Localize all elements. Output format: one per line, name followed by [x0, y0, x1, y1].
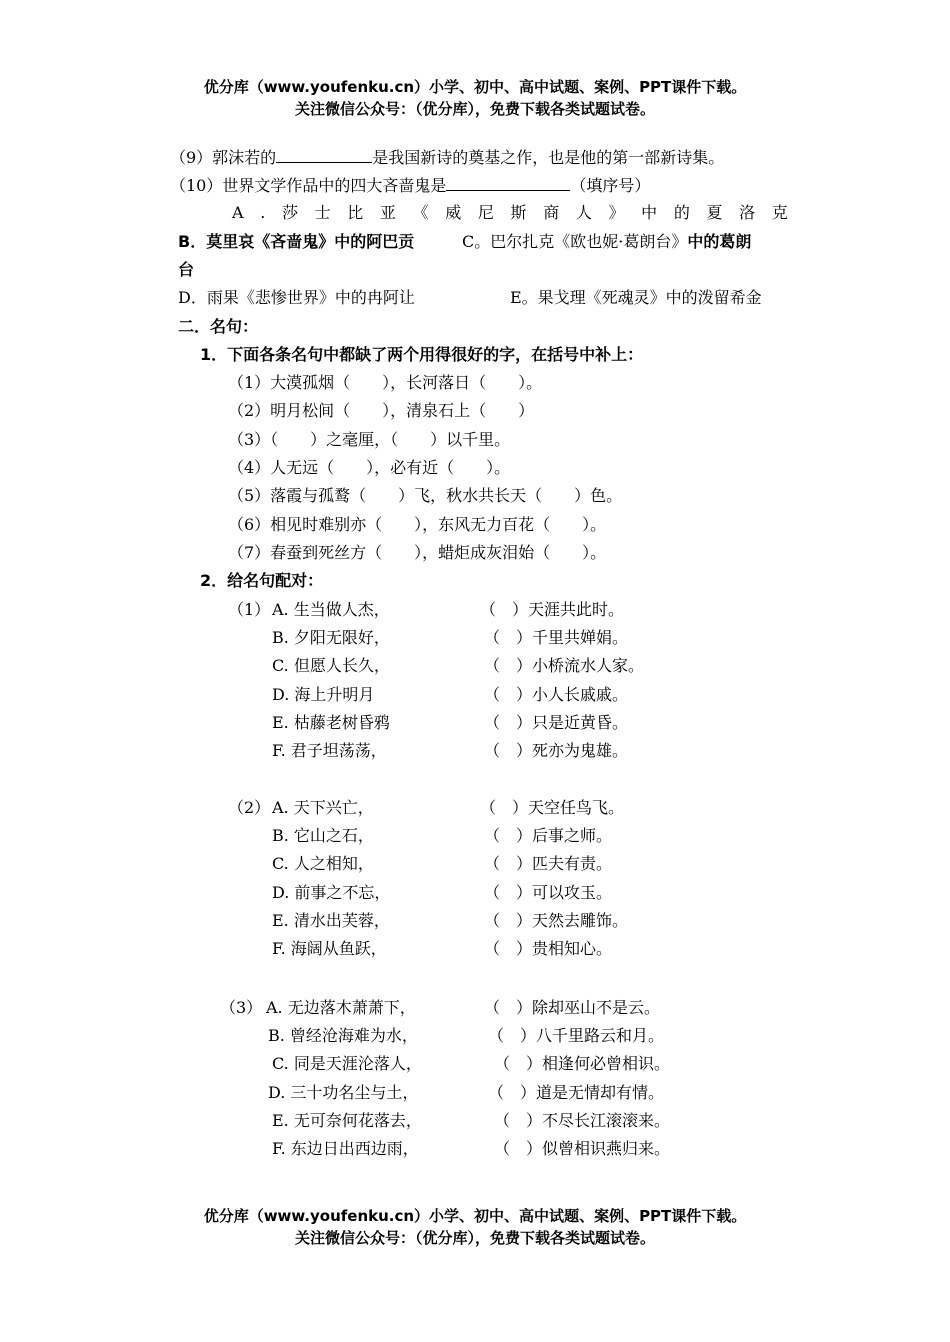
match-right[interactable]: （ ）死亦为鬼雄。	[484, 741, 629, 760]
match-left: E. 无可奈何花落去，	[272, 1111, 422, 1130]
option-e: E。果戈理《死魂灵》中的泼留希金	[510, 288, 762, 307]
match-left: E. 枯藤老树昏鸦	[272, 713, 390, 732]
match-right[interactable]: （ ）天涯共此时。	[480, 600, 625, 619]
q1-item: （4）人无远（ ），必有近（ ）。	[228, 458, 511, 477]
option-a-char: 中	[641, 203, 658, 222]
option-b	[178, 232, 414, 252]
match-right[interactable]: （ ）相逢何必曾相识。	[494, 1054, 671, 1073]
match-right[interactable]: （ ）千里共婵娟。	[484, 628, 629, 647]
option-a-char: 比	[347, 203, 364, 222]
option-c-text: C。巴尔扎克《欧也妮·葛朗台》	[462, 232, 688, 251]
group-3-number: （3）	[220, 998, 263, 1017]
match-left: D. 海上升明月	[272, 685, 375, 704]
option-a-char: 莎	[281, 203, 298, 222]
option-c-text-end: 中的葛朗	[687, 232, 752, 251]
option-a-char: 《	[412, 203, 429, 222]
option-a-char: 士	[314, 203, 331, 222]
option-a-char: 尼	[477, 203, 494, 222]
option-c	[462, 232, 751, 252]
match-left: B. 它山之石，	[272, 826, 374, 845]
match-left: E. 清水出芙蓉，	[272, 911, 390, 930]
q1-item: （1）大漠孤烟（ ），长河落日（ ）。	[228, 373, 543, 392]
section-2-title: 二．名句：	[178, 317, 259, 336]
option-a-char: 人	[575, 203, 592, 222]
option-a-char: A	[232, 203, 244, 222]
option-a-char: .	[260, 203, 266, 222]
match-left: C. 但愿人长久，	[272, 656, 390, 675]
match-left: B. 夕阳无限好，	[272, 628, 390, 647]
match-left: C. 同是天涯沦落人，	[272, 1054, 422, 1073]
match-right[interactable]: （ ）除却巫山不是云。	[484, 998, 661, 1017]
match-left: F. 东边日出西边雨，	[272, 1139, 419, 1158]
q1-item: （3）（ ）之毫厘，（ ）以千里。	[228, 430, 511, 449]
match-left: D. 前事之不忘，	[272, 883, 391, 902]
match-left: D. 三十功名尘与土，	[268, 1083, 419, 1102]
answer-blank-9[interactable]	[276, 146, 372, 163]
match-right[interactable]: （ ）匹夫有责。	[484, 854, 613, 873]
match-right[interactable]: （ ）不尽长江滚滚来。	[494, 1111, 671, 1130]
header-banner-line1: 优分库（www.youfenku.cn）小学、初中、高中试题、案例、PPT课件下载。	[203, 78, 747, 96]
match-right[interactable]: （ ）小桥流水人家。	[484, 656, 645, 675]
footer-banner-line2: 关注微信公众号：（优分库），免费下载各类试题试卷。	[294, 1229, 655, 1247]
question-9-text-before: （9）郭沫若的	[170, 148, 277, 167]
match-right[interactable]: （ ）贵相知心。	[484, 939, 613, 958]
answer-blank-10[interactable]	[446, 174, 570, 191]
option-a-char: 斯	[510, 203, 527, 222]
option-a-char: 的	[673, 203, 690, 222]
match-right[interactable]: （ ）天然去雕饰。	[484, 911, 629, 930]
match-left: B. 曾经沧海难为水，	[268, 1026, 418, 1045]
option-a-char: 克	[771, 203, 788, 222]
group-2-number: （2）	[228, 798, 271, 817]
option-a-char: 商	[543, 203, 560, 222]
match-left: F. 君子坦荡荡，	[272, 741, 387, 760]
option-d: D．雨果《悲惨世界》中的冉阿让	[178, 288, 415, 307]
match-left: C. 人之相知，	[272, 854, 374, 873]
option-a-char: 》	[608, 203, 625, 222]
match-right[interactable]: （ ）天空任鸟飞。	[480, 798, 625, 817]
match-right[interactable]: （ ）可以攻玉。	[484, 883, 613, 902]
match-right[interactable]: （ ）似曾相识燕归来。	[494, 1139, 671, 1158]
question-10	[170, 174, 650, 196]
header-banner-line2: 关注微信公众号：（优分库），免费下载各类试题试卷。	[294, 100, 655, 118]
match-right[interactable]: （ ）后事之师。	[484, 826, 613, 845]
option-a-char: 威	[445, 203, 462, 222]
option-b-text: B．莫里哀《吝啬鬼》中的阿巴贡	[178, 232, 415, 251]
question-9	[170, 146, 724, 168]
match-right[interactable]: （ ）只是近黄昏。	[484, 713, 629, 732]
question-10-text-after: （填序号）	[570, 176, 651, 195]
match-left: A. 天下兴亡，	[272, 798, 374, 817]
footer-banner-line1: 优分库（www.youfenku.cn）小学、初中、高中试题、案例、PPT课件下载。	[203, 1207, 747, 1225]
option-a-char: 夏	[706, 203, 723, 222]
q1-item: （2）明月松间（ ），清泉石上（ ）	[228, 401, 535, 420]
question-10-text-before: （10）世界文学作品中的四大吝啬鬼是	[170, 176, 447, 195]
match-right[interactable]: （ ）道是无情却有情。	[488, 1083, 665, 1102]
option-a-char: 亚	[379, 203, 396, 222]
option-a-char: 洛	[739, 203, 756, 222]
match-left: A. 无边落木萧萧下，	[266, 998, 416, 1017]
group-1-number: （1）	[228, 600, 271, 619]
match-left: F. 海阔从鱼跃，	[272, 939, 387, 958]
question-9-text-after: 是我国新诗的奠基之作，也是他的第一部新诗集。	[372, 148, 725, 167]
q1-title: 1．下面各条名句中都缺了两个用得很好的字，在括号中补上：	[200, 345, 644, 364]
q1-item: （6）相见时难别亦（ ），东风无力百花（ ）。	[228, 515, 607, 534]
match-right[interactable]: （ ）小人长戚戚。	[484, 685, 629, 704]
q2-title: 2．给名句配对：	[200, 571, 324, 590]
option-a	[232, 203, 788, 223]
q1-item: （7）春蚕到死丝方（ ），蜡炬成灰泪始（ ）。	[228, 543, 607, 562]
match-left: A. 生当做人杰，	[272, 600, 390, 619]
q1-item: （5）落霞与孤鹜（ ）飞，秋水共长天（ ）色。	[228, 486, 623, 505]
match-right[interactable]: （ ）八千里路云和月。	[488, 1026, 665, 1045]
option-c-wrap: 台	[178, 260, 195, 279]
